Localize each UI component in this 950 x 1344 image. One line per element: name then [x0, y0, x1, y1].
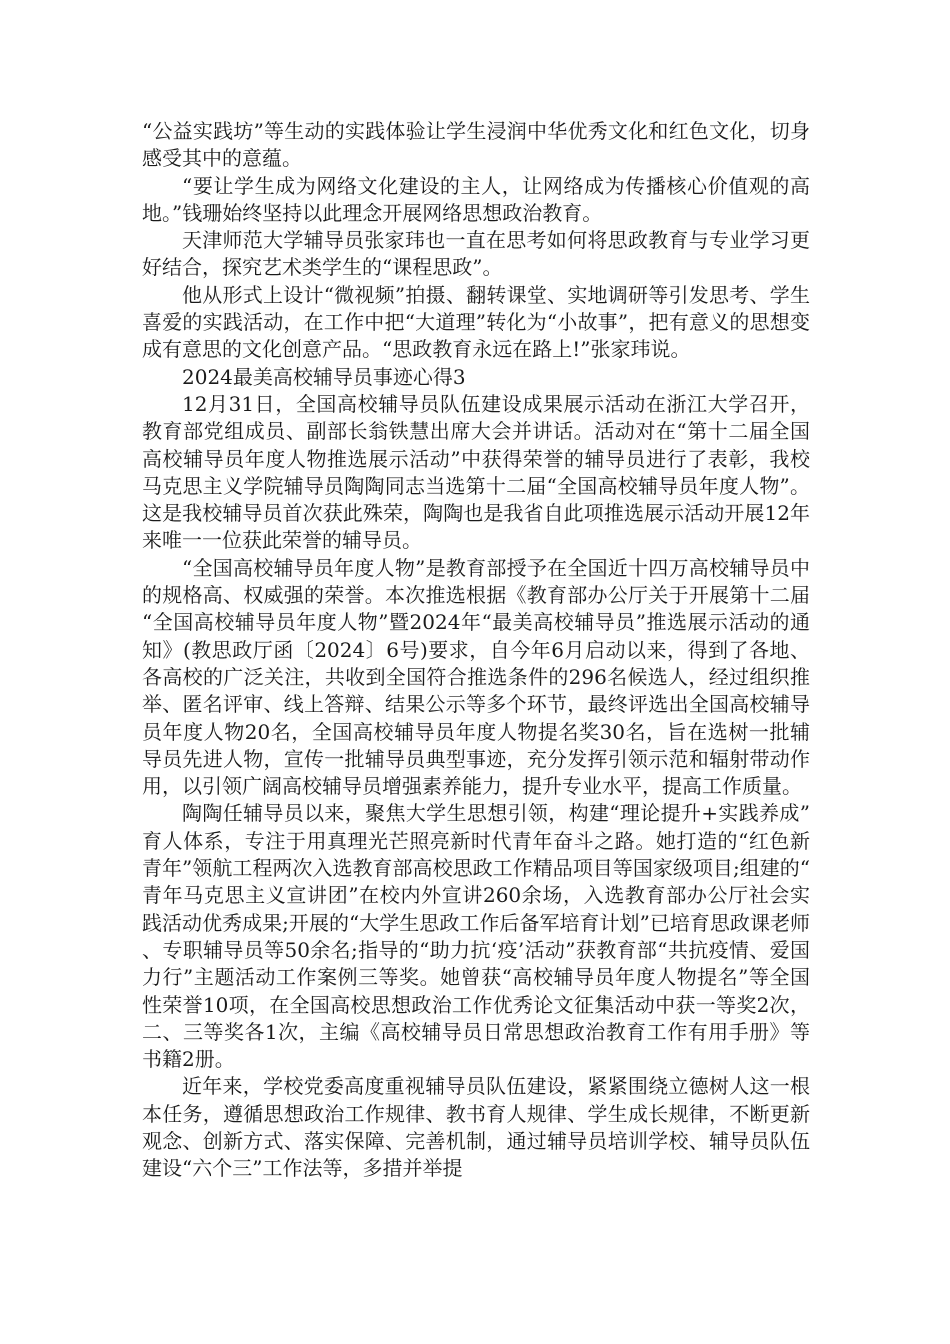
paragraph-quote-network-culture: “要让学生成为网络文化建设的主人，让网络成为传播核心价值观的高地。”钱珊始终坚持以此理念开展网络思想政治教育。: [142, 173, 810, 225]
paragraph-award-description: “全国高校辅导员年度人物”是教育部授予在全国近十四万高校辅导员中的规格高、权威强的荣誉。本次推选根据《教育部办公厅关于开展第十二届“全国高校辅导员年度人物”暨2024年“最美高校辅导员”推选展示活动的通知》(教思政厅函〔2024〕6号)要求，自今年6月启动以来，得到了各地、各高校的广泛关注，共收到全国符合推选条件的296名候选人，经过组织推举、匿名评审、线上答辩、结果公示等多个环节，最终评选出全国高校辅导员年度人物20名，全国高校辅导员年度人物提名奖30名，旨在选树一批辅导员先进人物，宣传一批辅导员典型事迹，充分发挥引领示范和辐射带动作用，以引领广阔高校辅导员增强素养能力，提升专业水平，提高工作质量。: [142, 555, 810, 799]
section-heading: 2024最美高校辅导员事迹心得3: [182, 364, 466, 389]
paragraph-taotao-achievements: 陶陶任辅导员以来，聚焦大学生思想引领，构建“理论提升+实践养成”育人体系，专注于用真理光芒照亮新时代青年奋斗之路。她打造的“红色新青年”领航工程两次入选教育部高校思政工作精品项目等国家级项目;组建的“青年马克思主义宣讲团”在校内外宣讲260余场，入选教育部办公厅社会实践活动优秀成果;开展的“大学生思政工作后备军培育计划”已培育思政课老师、专职辅导员等50余名;指导的“助力抗‘疫’活动”获教育部“共抗疫情、爱国力行”主题活动工作案例三等奖。她曾获“高校辅导员年度人物提名”等全国性荣誉10项，在全国高校思想政治工作优秀论文征集活动中获一等奖2次，二、三等奖各1次，主编《高校辅导员日常思想政治教育工作有用手册》等书籍2册。: [142, 801, 810, 1072]
paragraph-showcase-event: 12月31日，全国高校辅导员队伍建设成果展示活动在浙江大学召开，教育部党组成员、副部长翁铁慧出席大会并讲话。活动对在“第十二届全国高校辅导员年度人物推选展示活动”中获得荣誉的辅导员进行了表彰，我校马克思主义学院辅导员陶陶同志当选第十二届“全国高校辅导员年度人物”。这是我校辅导员首次获此殊荣，陶陶也是我省自此项推选展示活动开展12年来唯一一位获此荣誉的辅导员。: [142, 391, 810, 553]
paragraph-zhang-jiawei: 天津师范大学辅导员张家玮也一直在思考如何将思政教育与专业学习更好结合，探究艺术类学生的“课程思政”。: [142, 228, 810, 280]
paragraph-school-committee: 近年来，学校党委高度重视辅导员队伍建设，紧紧围绕立德树人这一根本任务，遵循思想政治工作规律、教书育人规律、学生成长规律，不断更新观念、创新方式、落实保障、完善机制，通过辅导员培训学校、辅导员队伍建设“六个三”工作法等，多措并举提: [142, 1074, 810, 1181]
paragraph-continuation: “公益实践坊”等生动的实践体验让学生浸润中华优秀文化和红色文化，切身感受其中的意蕴。: [142, 119, 810, 171]
document-page: [142, 118, 810, 1183]
paragraph-micro-video: 他从形式上设计“微视频”拍摄、翻转课堂、实地调研等引发思考、学生喜爱的实践活动，在工作中把“大道理”转化为“小故事”，把有意义的思想变成有意思的文化创意产品。“思政教育永远在路上!”张家玮说。: [142, 282, 810, 362]
